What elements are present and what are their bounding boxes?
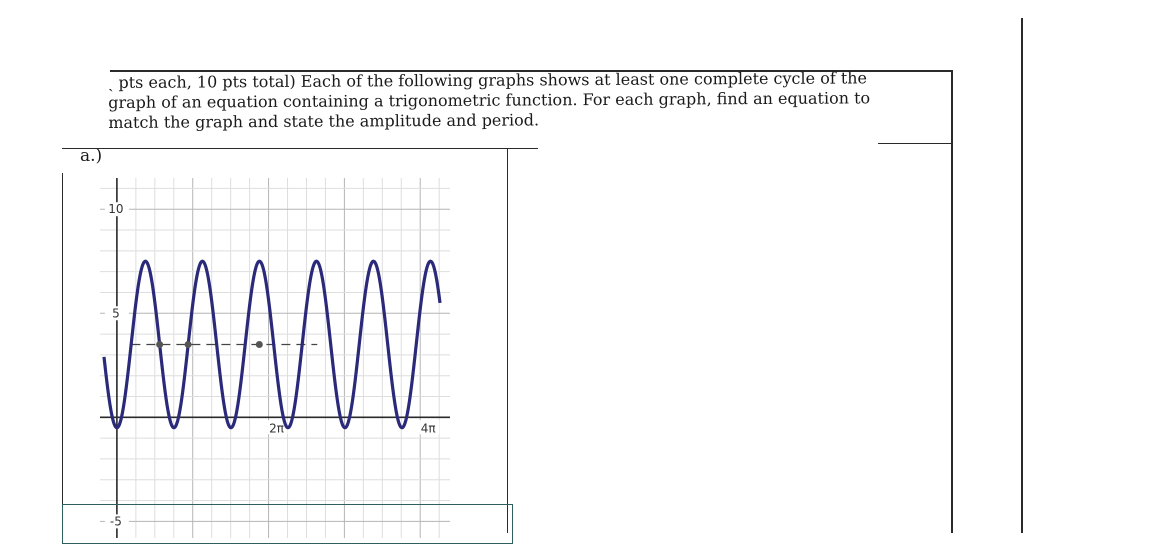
question-prompt <box>108 68 928 133</box>
y-tick-label: -5 <box>109 514 122 529</box>
y-tick-label: 5 <box>112 306 120 321</box>
trig-graph <box>100 178 460 538</box>
x-tick-label: 4π <box>420 421 436 436</box>
y-tick-label: 10 <box>108 202 124 217</box>
answer-box[interactable] <box>62 504 513 544</box>
question-line-1: ˏ pts each, 10 pts total) Each of the following graphs shows at least one complete cycle of the <box>108 68 868 92</box>
question-line-2: graph of an equation containing a trigonometric function. For each graph, find an equation to <box>108 88 871 112</box>
x-tick-label: 2π <box>269 421 284 436</box>
midline-point <box>185 341 192 348</box>
text-bottom-rule <box>62 148 538 149</box>
panel-right-border <box>951 70 953 533</box>
question-divider <box>507 148 508 533</box>
midline-point <box>256 341 263 348</box>
page-right-border <box>1021 18 1023 533</box>
question-line-3: match the graph and state the amplitude and period. <box>108 110 540 132</box>
text-bottom-rule-right <box>878 143 952 144</box>
part-a-label: a.) <box>80 146 103 166</box>
midline-point <box>156 341 163 348</box>
question-left-border <box>62 173 63 533</box>
